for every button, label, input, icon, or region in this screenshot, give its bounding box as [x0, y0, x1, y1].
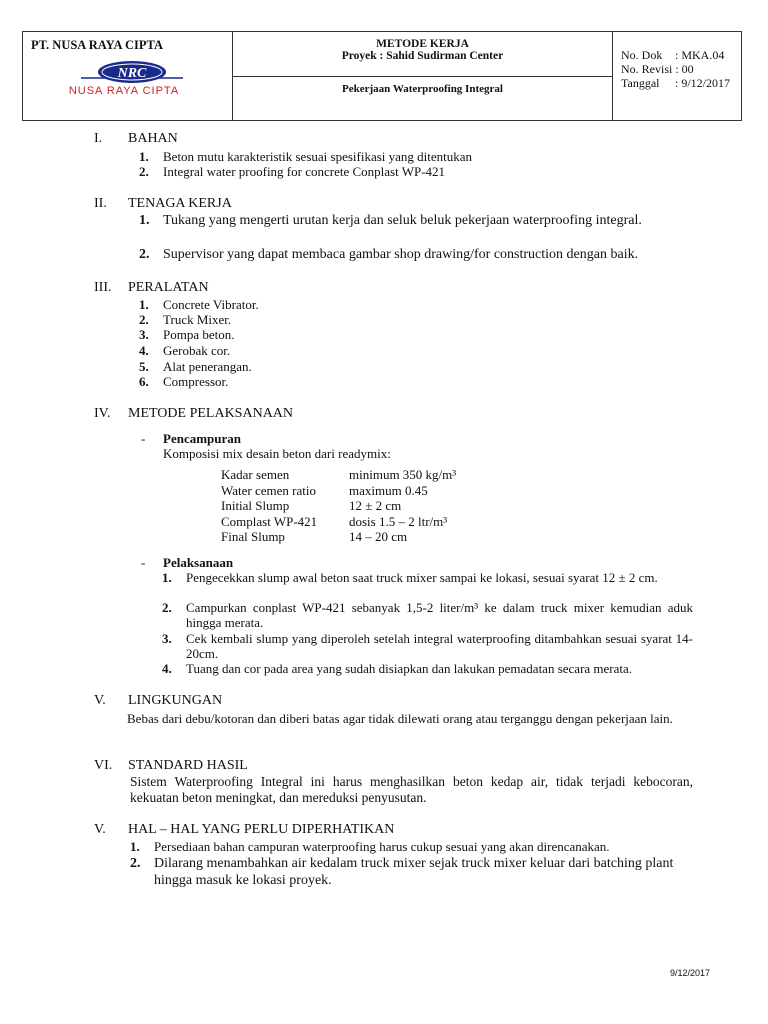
- company-cell: [23, 32, 233, 120]
- footer-date: 9/12/2017: [669, 968, 710, 978]
- mix-key: Complast WP-421: [221, 514, 318, 529]
- item-number: 3.: [139, 327, 149, 342]
- item-number: 2.: [162, 600, 172, 615]
- item-text: Persediaan bahan campuran waterproofing harus cukup sesuai yang akan direncanakan.: [154, 839, 610, 854]
- mix-intro: Komposisi mix desain beton dari readymix:: [163, 446, 391, 461]
- section-number: VI.: [94, 758, 113, 773]
- bullet-dash: -: [141, 555, 146, 570]
- item-text: Campurkan conplast WP-421 sebanyak 1,5-2 liter/m³ ke dalam truck mixer kemudian aduk hingga merata.: [186, 600, 693, 630]
- logo-text: NUSA RAYA CIPTA: [68, 85, 180, 97]
- item-text: Alat penerangan.: [163, 359, 252, 374]
- item-number: 3.: [162, 631, 172, 646]
- company-logo: [37, 56, 227, 118]
- project-name: Proyek : Sahid Sudirman Center: [341, 50, 504, 62]
- item-number: 1.: [130, 839, 140, 854]
- subsection-title: Pelaksanaan: [163, 555, 234, 570]
- section-title: PERALATAN: [128, 280, 209, 295]
- no-dok-value: : MKA.04: [675, 48, 725, 62]
- mix-row: [221, 467, 521, 483]
- bullet-dash: -: [141, 431, 146, 446]
- item-number: 2.: [139, 164, 149, 179]
- section-title: LINGKUNGAN: [128, 693, 223, 708]
- item-text: Pompa beton.: [163, 327, 235, 342]
- work-title: Pekerjaan Waterproofing Integral: [233, 77, 613, 120]
- item-number: 1.: [139, 213, 150, 228]
- item-text: Supervisor yang dapat membaca gambar shop drawing/for construction dengan baik.: [163, 247, 639, 262]
- item-text: Concrete Vibrator.: [163, 297, 259, 312]
- subsection-title: Pencampuran: [163, 431, 241, 446]
- tanggal-label: Tanggal: [621, 76, 660, 90]
- section-number: V.: [94, 693, 106, 708]
- item-text: Cek kembali slump yang diperoleh setelah integral waterproofing ditambahkan sesuai syarat 14-20cm.: [186, 631, 693, 661]
- company-name: PT. NUSA RAYA CIPTA: [31, 38, 163, 52]
- mix-row: [221, 498, 521, 514]
- mix-key: Kadar semen: [221, 467, 290, 482]
- item-number: 2.: [139, 247, 150, 262]
- item-number: 2.: [130, 856, 141, 871]
- mix-value: maximum 0.45: [349, 483, 428, 498]
- section-number: III.: [94, 280, 112, 295]
- section-text: Sistem Waterproofing Integral ini harus menghasilkan beton kedap air, tidak terjadi kebocoran, kekuatan beton meningkat, dan mereduksi penyusutan.: [130, 774, 693, 805]
- mix-value: 12 ± 2 cm: [349, 498, 402, 513]
- mix-row: [221, 483, 521, 499]
- item-number: 6.: [139, 374, 149, 389]
- item-text: Beton mutu karakteristik sesuai spesifikasi yang ditentukan: [163, 149, 473, 164]
- section-title: HAL – HAL YANG PERLU DIPERHATIKAN: [128, 822, 395, 837]
- section-title: TENAGA KERJA: [128, 196, 232, 211]
- item-number: 2.: [139, 312, 149, 327]
- logo-letters: NRC: [117, 66, 147, 81]
- section-title: BAHAN: [128, 131, 178, 146]
- item-number: 1.: [139, 149, 149, 164]
- mix-value: dosis 1.5 – 2 ltr/m³: [349, 514, 448, 529]
- item-number: 4.: [162, 661, 172, 676]
- item-text: Pengecekkan slump awal beton saat truck mixer sampai ke lokasi, sesuai syarat 12 ± 2 cm.: [186, 570, 658, 585]
- mix-key: Final Slump: [221, 529, 285, 544]
- title-cell: [233, 32, 613, 77]
- item-text: Tukang yang mengerti urutan kerja dan seluk beluk pekerjaan waterproofing integral.: [163, 213, 642, 228]
- doc-title: METODE KERJA: [376, 38, 469, 50]
- mix-row: [221, 514, 521, 530]
- doc-info-cell: [613, 32, 741, 120]
- item-number: 5.: [139, 359, 149, 374]
- item-number: 1.: [162, 570, 172, 585]
- section-title: METODE PELAKSANAAN: [128, 406, 294, 421]
- item-text: Tuang dan cor pada area yang sudah disiapkan dan lakukan pemadatan secara merata.: [186, 661, 633, 676]
- item-text: Dilarang menambahkan air kedalam truck mixer sejak truck mixer keluar dari batching plant hingga masuk ke lokasi proyek.: [154, 856, 674, 888]
- item-number: 4.: [139, 343, 149, 358]
- section-number: II.: [94, 196, 107, 211]
- mix-value: 14 – 20 cm: [349, 529, 408, 544]
- section-text: Bebas dari debu/kotoran dan diberi batas agar tidak dilewati orang atau terganggu dengan pekerjaan lain.: [127, 711, 673, 726]
- section-number: IV.: [94, 406, 111, 421]
- mix-key: Water cemen ratio: [221, 483, 316, 498]
- mix-row: [221, 529, 521, 545]
- document-header: [22, 31, 742, 121]
- no-dok-label: No. Dok: [621, 48, 663, 62]
- no-revisi: No. Revisi : 00: [621, 62, 694, 76]
- item-text: Gerobak cor.: [163, 343, 231, 358]
- tanggal-value: : 9/12/2017: [675, 76, 731, 90]
- item-text: Truck Mixer.: [163, 312, 232, 327]
- mix-value: minimum 350 kg/m³: [349, 467, 457, 482]
- mix-table: [221, 467, 521, 547]
- section-number: V.: [94, 822, 106, 837]
- mix-key: Initial Slump: [221, 498, 290, 513]
- section-number: I.: [94, 131, 103, 146]
- item-number: 1.: [139, 297, 149, 312]
- item-text: Integral water proofing for concrete Conplast WP-421: [163, 164, 446, 179]
- section-title: STANDARD HASIL: [128, 758, 248, 773]
- item-text: Compressor.: [163, 374, 229, 389]
